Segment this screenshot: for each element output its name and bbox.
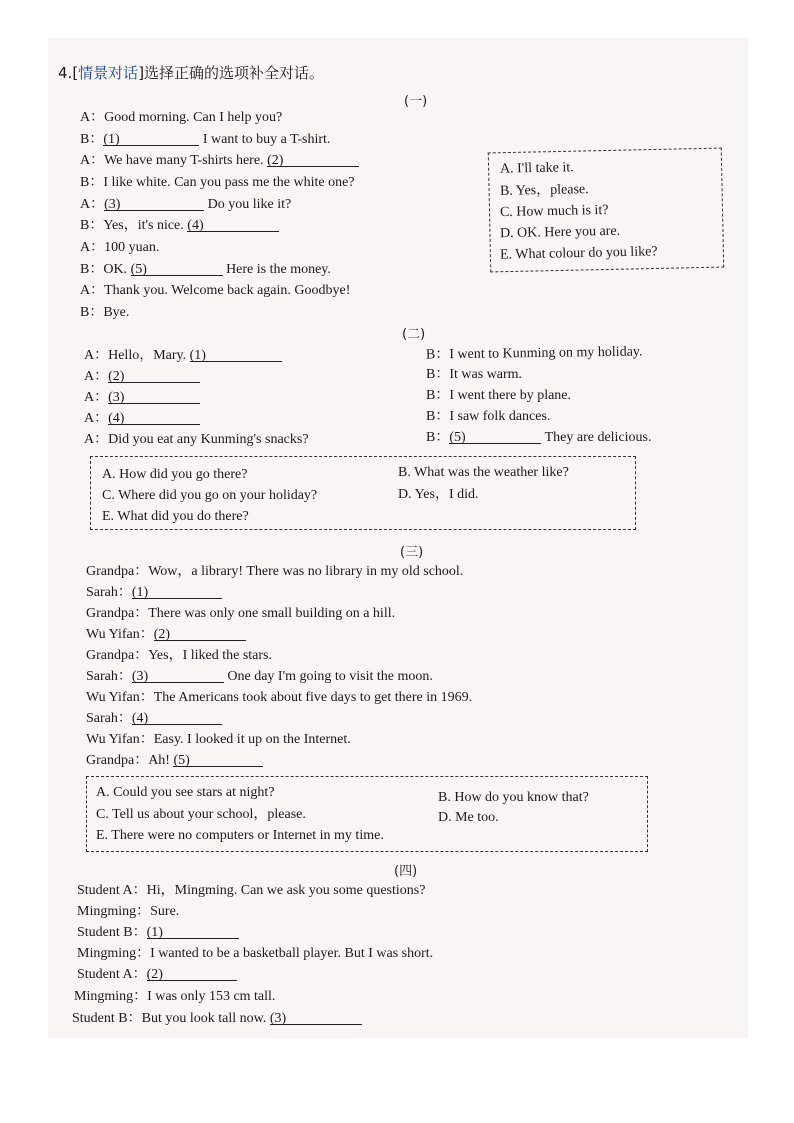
dialogue-line: Grandpa：There was only one small building on a hill.	[86, 606, 396, 621]
option-item: D. Yes，I did.	[398, 487, 479, 502]
dialogue-line: Sarah：(3) One day I'm going to visit the moon.	[86, 669, 433, 684]
section-3-header: (三)	[400, 545, 424, 560]
answer-blank[interactable]: (5)	[449, 429, 541, 444]
section-1-header: (一)	[404, 94, 428, 109]
dialogue-line: A：Hello，Mary. (1)	[84, 347, 282, 365]
option-item: E. There were no computers or Internet in my time.	[96, 828, 384, 843]
answer-blank[interactable]: (1)	[147, 924, 239, 939]
option-item: E. What colour do you like?	[499, 244, 658, 263]
dialogue-line: Grandpa：Ah! (5)	[86, 752, 263, 770]
answer-blank[interactable]: (1)	[190, 347, 282, 362]
dialogue-line: B：(1) I want to buy a T-shirt.	[80, 132, 331, 147]
option-item: D. OK. Here you are.	[499, 223, 621, 242]
answer-blank[interactable]: (3)	[132, 668, 224, 683]
answer-blank[interactable]: (2)	[267, 152, 359, 167]
dialogue-line: Student A：Hi，Mingming. Can we ask you some questions?	[77, 883, 426, 898]
answer-blank[interactable]: (3)	[108, 389, 200, 404]
dialogue-line: B：(5) They are delicious.	[426, 430, 652, 445]
dialogue-line: Grandpa：Wow，a library! There was no library in my old school.	[86, 564, 464, 579]
dialogue-line: Wu Yifan：Easy. I looked it up on the Internet.	[86, 732, 351, 747]
dialogue-line: B：OK. (5) Here is the money.	[80, 262, 331, 277]
answer-blank[interactable]: (3)	[270, 1010, 362, 1025]
answer-blank[interactable]: (5)	[173, 752, 263, 767]
answer-blank[interactable]: (1)	[132, 584, 222, 599]
option-item: B. What was the weather like?	[398, 465, 569, 480]
question-instruction: 选择正确的选项补全对话。	[144, 64, 325, 82]
option-item: C. Where did you go on your holiday?	[102, 488, 318, 503]
answer-blank[interactable]: (3)	[104, 196, 204, 211]
option-item: B. How do you know that?	[438, 790, 589, 805]
dialogue-line: B：I went to Kunming on my holiday.	[425, 344, 643, 363]
dialogue-line: Mingming：I wanted to be a basketball player. But I was short.	[77, 946, 434, 961]
answer-blank[interactable]: (4)	[132, 710, 222, 725]
dialogue-line: B：Bye.	[80, 305, 130, 320]
option-item: A. I'll take it.	[499, 160, 574, 177]
dialogue-line: A：(4)	[84, 410, 200, 428]
dialogue-line: Student A：(2)	[77, 966, 237, 984]
question-number: 4.	[58, 64, 73, 82]
answer-blank[interactable]: (1)	[103, 131, 199, 146]
answer-blank[interactable]: (2)	[108, 368, 200, 383]
option-item: A. How did you go there?	[102, 467, 248, 482]
dialogue-line: A：Good morning. Can I help you?	[80, 110, 283, 125]
dialogue-line: A：(3)	[84, 389, 200, 407]
dialogue-line: Student B：But you look tall now. (3)	[72, 1010, 362, 1028]
option-item: A. Could you see stars at night?	[96, 785, 275, 800]
dialogue-line: B：I went there by plane.	[426, 388, 572, 403]
dialogue-line: A：Did you eat any Kunming's snacks?	[84, 432, 309, 447]
dialogue-line: Sarah：(4)	[86, 710, 222, 728]
option-item: D. Me too.	[438, 810, 499, 825]
question-title: 4.[情景对话]选择正确的选项补全对话。	[58, 64, 325, 82]
option-item: E. What did you do there?	[102, 509, 249, 524]
dialogue-line: Sarah：(1)	[86, 584, 222, 602]
option-item: C. How much is it?	[499, 202, 609, 221]
dialogue-line: Mingming：I was only 153 cm tall.	[74, 989, 276, 1004]
dialogue-line: Student B：(1)	[77, 924, 239, 942]
dialogue-line: Wu Yifan：(2)	[86, 626, 246, 644]
dialogue-line: Grandpa：Yes，I liked the stars.	[86, 648, 272, 663]
dialogue-line: A：(2)	[84, 368, 200, 386]
dialogue-line: B：I saw folk dances.	[426, 409, 551, 424]
answer-blank[interactable]: (2)	[154, 626, 246, 641]
dialogue-line: B：It was warm.	[426, 367, 523, 382]
dialogue-line: A：Thank you. Welcome back again. Goodbye!	[80, 283, 351, 298]
dialogue-line: Wu Yifan：The Americans took about five days to get there in 1969.	[86, 690, 473, 705]
option-item: C. Tell us about your school，please.	[96, 807, 306, 822]
answer-blank[interactable]: (2)	[147, 966, 237, 981]
section-2-header: (二)	[402, 327, 426, 342]
answer-blank[interactable]: (4)	[108, 410, 200, 425]
dialogue-line: B：I like white. Can you pass me the white one?	[80, 175, 355, 190]
dialogue-line: Mingming：Sure.	[77, 904, 180, 919]
option-item: B. Yes，please.	[499, 182, 589, 199]
dialogue-line: B：Yes，it's nice. (4)	[80, 217, 279, 235]
section-4-header: (四)	[394, 864, 418, 879]
question-tag: 情景对话	[78, 64, 139, 82]
answer-blank[interactable]: (4)	[187, 217, 279, 232]
dialogue-line: A：We have many T-shirts here. (2)	[80, 152, 359, 170]
dialogue-line: A：(3) Do you like it?	[80, 197, 292, 212]
answer-blank[interactable]: (5)	[131, 261, 223, 276]
dialogue-line: A：100 yuan.	[80, 240, 160, 255]
